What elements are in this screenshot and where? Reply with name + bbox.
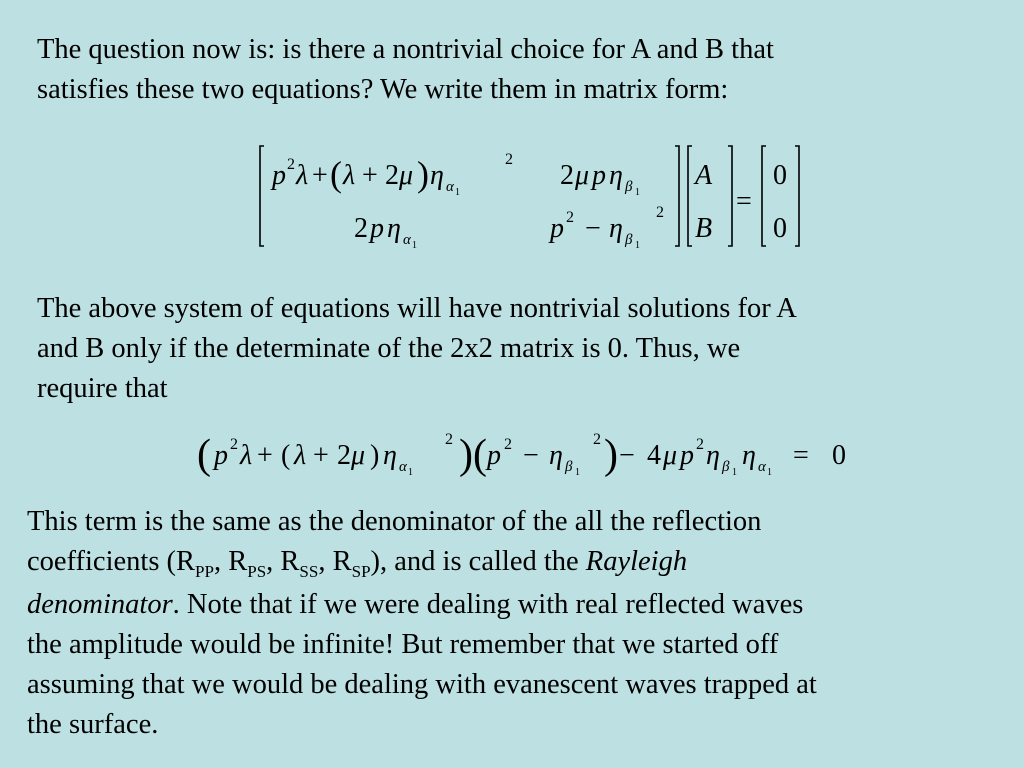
svg-text:η: η bbox=[742, 440, 756, 471]
svg-text:p: p bbox=[680, 440, 694, 471]
svg-text:1: 1 bbox=[635, 240, 640, 251]
matrix-left-bracket bbox=[260, 146, 264, 246]
explanation-line-1: The above system of equations will have nontrivial solutions for A bbox=[37, 293, 797, 324]
intro-line-1: The question now is: is there a nontrivial choice for A and B that bbox=[37, 34, 774, 65]
svg-text:η: η bbox=[706, 440, 720, 471]
svg-text:η: η bbox=[549, 440, 563, 471]
subscript-ss: SS bbox=[299, 562, 319, 581]
separator-text: , R bbox=[266, 546, 300, 577]
rayleigh-line-1: This term is the same as the denominator of the all the reflection bbox=[27, 506, 762, 537]
svg-text:η: η bbox=[430, 160, 444, 191]
rayleigh-paragraph bbox=[27, 502, 1017, 745]
matrix-cell-r2c2 bbox=[548, 204, 664, 251]
separator-text: , R bbox=[318, 546, 352, 577]
rhs-left-bracket bbox=[762, 146, 766, 246]
svg-text:η: η bbox=[609, 160, 623, 191]
svg-text:p: p bbox=[272, 160, 286, 191]
zero-vector bbox=[773, 160, 787, 244]
svg-text:α: α bbox=[758, 459, 766, 475]
svg-text:−: − bbox=[619, 440, 635, 471]
svg-text:α: α bbox=[446, 179, 454, 195]
unknown-vector bbox=[693, 160, 713, 244]
svg-text:2: 2 bbox=[560, 160, 574, 191]
separator-text: , R bbox=[213, 546, 248, 577]
svg-text:λ: λ bbox=[294, 440, 307, 471]
matrix-cell-r2c1 bbox=[354, 213, 417, 251]
svg-text:(: ( bbox=[197, 432, 211, 478]
svg-text:2: 2 bbox=[696, 436, 704, 453]
svg-text:p: p bbox=[487, 440, 501, 471]
explanation-line-3: require that bbox=[37, 373, 168, 404]
svg-text:μ: μ bbox=[399, 160, 414, 191]
svg-text:(: ( bbox=[473, 432, 487, 478]
svg-text:0: 0 bbox=[773, 213, 787, 244]
svg-text:+: + bbox=[312, 160, 328, 191]
matrix-equation bbox=[250, 138, 810, 256]
svg-text:(: ( bbox=[330, 154, 342, 194]
svg-text:1: 1 bbox=[732, 467, 737, 478]
coefficients-text: coefficients (R bbox=[27, 546, 196, 577]
svg-text:): ) bbox=[459, 432, 473, 478]
svg-text:1: 1 bbox=[767, 467, 772, 478]
rayleigh-term: Rayleigh bbox=[585, 546, 688, 577]
svg-text:λ: λ bbox=[240, 440, 253, 471]
svg-text:p: p bbox=[370, 213, 384, 244]
svg-text:β: β bbox=[565, 459, 573, 475]
svg-text:−: − bbox=[585, 213, 601, 244]
svg-text:1: 1 bbox=[575, 467, 580, 478]
svg-text:1: 1 bbox=[408, 467, 413, 478]
svg-text:2: 2 bbox=[445, 431, 453, 448]
svg-text:2: 2 bbox=[287, 156, 295, 173]
svg-text:0: 0 bbox=[773, 160, 787, 191]
svg-text:2: 2 bbox=[566, 209, 574, 226]
svg-text:4: 4 bbox=[647, 440, 661, 471]
svg-text:μ: μ bbox=[351, 440, 366, 471]
svg-text:0: 0 bbox=[832, 440, 846, 471]
svg-text:β: β bbox=[625, 232, 633, 248]
svg-text:p: p bbox=[550, 213, 564, 244]
svg-text:2: 2 bbox=[593, 431, 601, 448]
svg-text:): ) bbox=[604, 432, 618, 478]
svg-text:2: 2 bbox=[230, 436, 238, 453]
subscript-sp: SP bbox=[351, 562, 371, 581]
svg-text:+: + bbox=[362, 160, 378, 191]
matrix-cell-r1c2 bbox=[560, 160, 640, 198]
svg-text:=: = bbox=[793, 440, 809, 471]
svg-text:+: + bbox=[257, 440, 273, 471]
svg-text:+: + bbox=[313, 440, 329, 471]
svg-text:): ) bbox=[370, 440, 380, 471]
denominator-term: denominator bbox=[27, 589, 173, 620]
svg-text:p: p bbox=[214, 440, 228, 471]
svg-text:α: α bbox=[403, 232, 411, 248]
svg-text:η: η bbox=[383, 440, 397, 471]
called-text: ), and is called the bbox=[370, 546, 586, 577]
intro-line-2: satisfies these two equations? We write them in matrix form: bbox=[37, 74, 729, 105]
svg-text:p: p bbox=[592, 160, 606, 191]
svg-text:η: η bbox=[609, 213, 623, 244]
svg-text:2: 2 bbox=[504, 436, 512, 453]
svg-text:2: 2 bbox=[656, 204, 664, 221]
svg-text:β: β bbox=[625, 179, 633, 195]
svg-text:A: A bbox=[695, 160, 713, 191]
svg-text:2: 2 bbox=[505, 151, 513, 168]
svg-text:2: 2 bbox=[354, 213, 368, 244]
matrix-right-bracket bbox=[675, 146, 679, 246]
determinant-equation bbox=[195, 420, 865, 490]
explanation-paragraph bbox=[37, 289, 997, 409]
svg-text:2: 2 bbox=[337, 440, 351, 471]
svg-text:1: 1 bbox=[455, 187, 460, 198]
matrix-cell-r1c1 bbox=[270, 151, 513, 198]
rayleigh-line-6: the surface. bbox=[27, 709, 159, 740]
svg-text:B: B bbox=[695, 213, 713, 244]
rayleigh-line-3: . Note that if we were dealing with real reflected waves bbox=[172, 589, 804, 620]
explanation-line-2: and B only if the determinate of the 2x2 matrix is 0. Thus, we bbox=[37, 333, 741, 364]
rayleigh-line-4: the amplitude would be infinite! But remember that we started off bbox=[27, 629, 779, 660]
rayleigh-line-5: assuming that we would be dealing with evanescent waves trapped at bbox=[27, 669, 817, 700]
svg-text:−: − bbox=[523, 440, 539, 471]
svg-text:1: 1 bbox=[412, 240, 417, 251]
matrix-equals: = bbox=[736, 186, 752, 217]
vector-left-bracket bbox=[688, 146, 692, 246]
vector-right-bracket bbox=[728, 146, 732, 246]
svg-text:(: ( bbox=[281, 440, 291, 471]
svg-text:): ) bbox=[417, 154, 429, 194]
svg-text:1: 1 bbox=[635, 187, 640, 198]
subscript-pp: PP bbox=[195, 562, 214, 581]
subscript-ps: PS bbox=[247, 562, 267, 581]
svg-text:μ: μ bbox=[663, 440, 678, 471]
rhs-right-bracket bbox=[795, 146, 799, 246]
svg-text:η: η bbox=[387, 213, 401, 244]
svg-text:λ: λ bbox=[343, 160, 356, 191]
svg-text:λ: λ bbox=[296, 160, 309, 191]
intro-paragraph bbox=[37, 30, 997, 110]
svg-text:β: β bbox=[722, 459, 730, 475]
svg-text:2: 2 bbox=[385, 160, 399, 191]
svg-text:α: α bbox=[399, 459, 407, 475]
svg-text:μ: μ bbox=[575, 160, 590, 191]
